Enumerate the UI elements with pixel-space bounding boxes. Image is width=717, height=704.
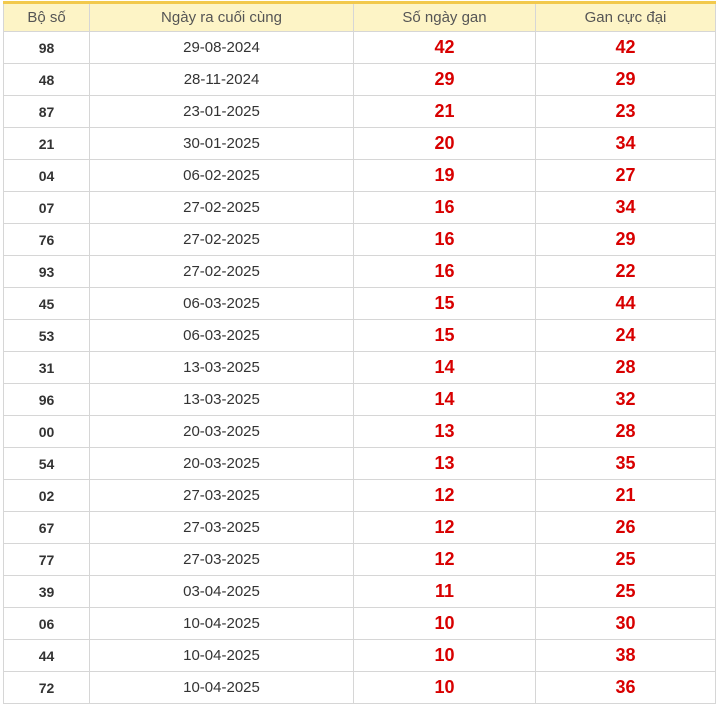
bo-so-cell: 04: [4, 160, 90, 192]
so-ngay-gan-cell: 16: [354, 256, 536, 288]
table-row: [4, 608, 716, 640]
ngay-ra-cuoi-cung-cell: 23-01-2025: [90, 96, 354, 128]
gan-cuc-dai-cell: 32: [536, 384, 716, 416]
so-ngay-gan-cell: 21: [354, 96, 536, 128]
so-ngay-gan-cell: 10: [354, 608, 536, 640]
so-ngay-gan-cell: 10: [354, 640, 536, 672]
bo-so-cell: 67: [4, 512, 90, 544]
so-ngay-gan-cell: 13: [354, 416, 536, 448]
gan-cuc-dai-cell: 38: [536, 640, 716, 672]
ngay-ra-cuoi-cung-cell: 29-08-2024: [90, 32, 354, 64]
bo-so-cell: 96: [4, 384, 90, 416]
gan-cuc-dai-cell: 21: [536, 480, 716, 512]
so-ngay-gan-cell: 14: [354, 384, 536, 416]
so-ngay-gan-cell: 12: [354, 544, 536, 576]
table-row: [4, 256, 716, 288]
ngay-ra-cuoi-cung-cell: 30-01-2025: [90, 128, 354, 160]
table-row: [4, 672, 716, 704]
gan-cuc-dai-cell: 25: [536, 544, 716, 576]
so-ngay-gan-cell: 14: [354, 352, 536, 384]
bo-so-cell: 44: [4, 640, 90, 672]
ngay-ra-cuoi-cung-cell: 13-03-2025: [90, 384, 354, 416]
bo-so-cell: 00: [4, 416, 90, 448]
so-ngay-gan-cell: 16: [354, 224, 536, 256]
so-ngay-gan-cell: 20: [354, 128, 536, 160]
ngay-ra-cuoi-cung-cell: 27-03-2025: [90, 512, 354, 544]
table-row: [4, 352, 716, 384]
table-row: [4, 640, 716, 672]
table-row: [4, 480, 716, 512]
table-row: [4, 192, 716, 224]
bo-so-cell: 39: [4, 576, 90, 608]
gan-cuc-dai-cell: 44: [536, 288, 716, 320]
table-row: [4, 32, 716, 64]
ngay-ra-cuoi-cung-cell: 06-03-2025: [90, 288, 354, 320]
ngay-ra-cuoi-cung-cell: 10-04-2025: [90, 640, 354, 672]
ngay-ra-cuoi-cung-cell: 10-04-2025: [90, 608, 354, 640]
ngay-ra-cuoi-cung-cell: 27-03-2025: [90, 544, 354, 576]
ngay-ra-cuoi-cung-cell: 06-03-2025: [90, 320, 354, 352]
table-row: [4, 96, 716, 128]
table-row: [4, 320, 716, 352]
bo-so-cell: 54: [4, 448, 90, 480]
bo-so-cell: 45: [4, 288, 90, 320]
bo-so-cell: 31: [4, 352, 90, 384]
bo-so-cell: 72: [4, 672, 90, 704]
gan-cuc-dai-cell: 28: [536, 352, 716, 384]
table-row: [4, 544, 716, 576]
table-row: [4, 512, 716, 544]
gan-cuc-dai-cell: 23: [536, 96, 716, 128]
table-row: [4, 576, 716, 608]
gan-cuc-dai-cell: 35: [536, 448, 716, 480]
gan-cuc-dai-cell: 25: [536, 576, 716, 608]
gan-cuc-dai-cell: 30: [536, 608, 716, 640]
so-ngay-gan-cell: 12: [354, 480, 536, 512]
bo-so-cell: 98: [4, 32, 90, 64]
gan-cuc-dai-cell: 29: [536, 224, 716, 256]
table-row: [4, 160, 716, 192]
so-ngay-gan-cell: 29: [354, 64, 536, 96]
bo-so-cell: 06: [4, 608, 90, 640]
bo-so-cell: 77: [4, 544, 90, 576]
gan-cuc-dai-cell: 42: [536, 32, 716, 64]
header-gan-cuc-dai: Gan cực đại: [536, 3, 716, 32]
ngay-ra-cuoi-cung-cell: 20-03-2025: [90, 416, 354, 448]
so-ngay-gan-cell: 10: [354, 672, 536, 704]
ngay-ra-cuoi-cung-cell: 27-02-2025: [90, 256, 354, 288]
bo-so-cell: 76: [4, 224, 90, 256]
header-so-ngay-gan: Số ngày gan: [354, 3, 536, 32]
bo-so-cell: 02: [4, 480, 90, 512]
gan-cuc-dai-cell: 34: [536, 128, 716, 160]
ngay-ra-cuoi-cung-cell: 06-02-2025: [90, 160, 354, 192]
table-row: [4, 384, 716, 416]
gan-statistics-table: [3, 1, 716, 704]
header-ngay-ra-cuoi-cung: Ngày ra cuối cùng: [90, 3, 354, 32]
gan-cuc-dai-cell: 36: [536, 672, 716, 704]
ngay-ra-cuoi-cung-cell: 27-02-2025: [90, 192, 354, 224]
ngay-ra-cuoi-cung-cell: 10-04-2025: [90, 672, 354, 704]
gan-cuc-dai-cell: 26: [536, 512, 716, 544]
gan-cuc-dai-cell: 28: [536, 416, 716, 448]
gan-cuc-dai-cell: 27: [536, 160, 716, 192]
so-ngay-gan-cell: 12: [354, 512, 536, 544]
bo-so-cell: 53: [4, 320, 90, 352]
bo-so-cell: 21: [4, 128, 90, 160]
table-header-row: [4, 3, 716, 32]
ngay-ra-cuoi-cung-cell: 27-02-2025: [90, 224, 354, 256]
ngay-ra-cuoi-cung-cell: 03-04-2025: [90, 576, 354, 608]
ngay-ra-cuoi-cung-cell: 20-03-2025: [90, 448, 354, 480]
ngay-ra-cuoi-cung-cell: 28-11-2024: [90, 64, 354, 96]
table-row: [4, 128, 716, 160]
table-row: [4, 416, 716, 448]
table-row: [4, 288, 716, 320]
ngay-ra-cuoi-cung-cell: 13-03-2025: [90, 352, 354, 384]
gan-cuc-dai-cell: 24: [536, 320, 716, 352]
header-bo-so: Bộ số: [4, 3, 90, 32]
bo-so-cell: 87: [4, 96, 90, 128]
so-ngay-gan-cell: 16: [354, 192, 536, 224]
gan-cuc-dai-cell: 22: [536, 256, 716, 288]
so-ngay-gan-cell: 11: [354, 576, 536, 608]
bo-so-cell: 93: [4, 256, 90, 288]
gan-cuc-dai-cell: 29: [536, 64, 716, 96]
so-ngay-gan-cell: 15: [354, 288, 536, 320]
so-ngay-gan-cell: 42: [354, 32, 536, 64]
ngay-ra-cuoi-cung-cell: 27-03-2025: [90, 480, 354, 512]
table-row: [4, 448, 716, 480]
so-ngay-gan-cell: 13: [354, 448, 536, 480]
so-ngay-gan-cell: 15: [354, 320, 536, 352]
table-body: [4, 32, 716, 704]
bo-so-cell: 07: [4, 192, 90, 224]
gan-cuc-dai-cell: 34: [536, 192, 716, 224]
so-ngay-gan-cell: 19: [354, 160, 536, 192]
table-row: [4, 64, 716, 96]
bo-so-cell: 48: [4, 64, 90, 96]
table-row: [4, 224, 716, 256]
